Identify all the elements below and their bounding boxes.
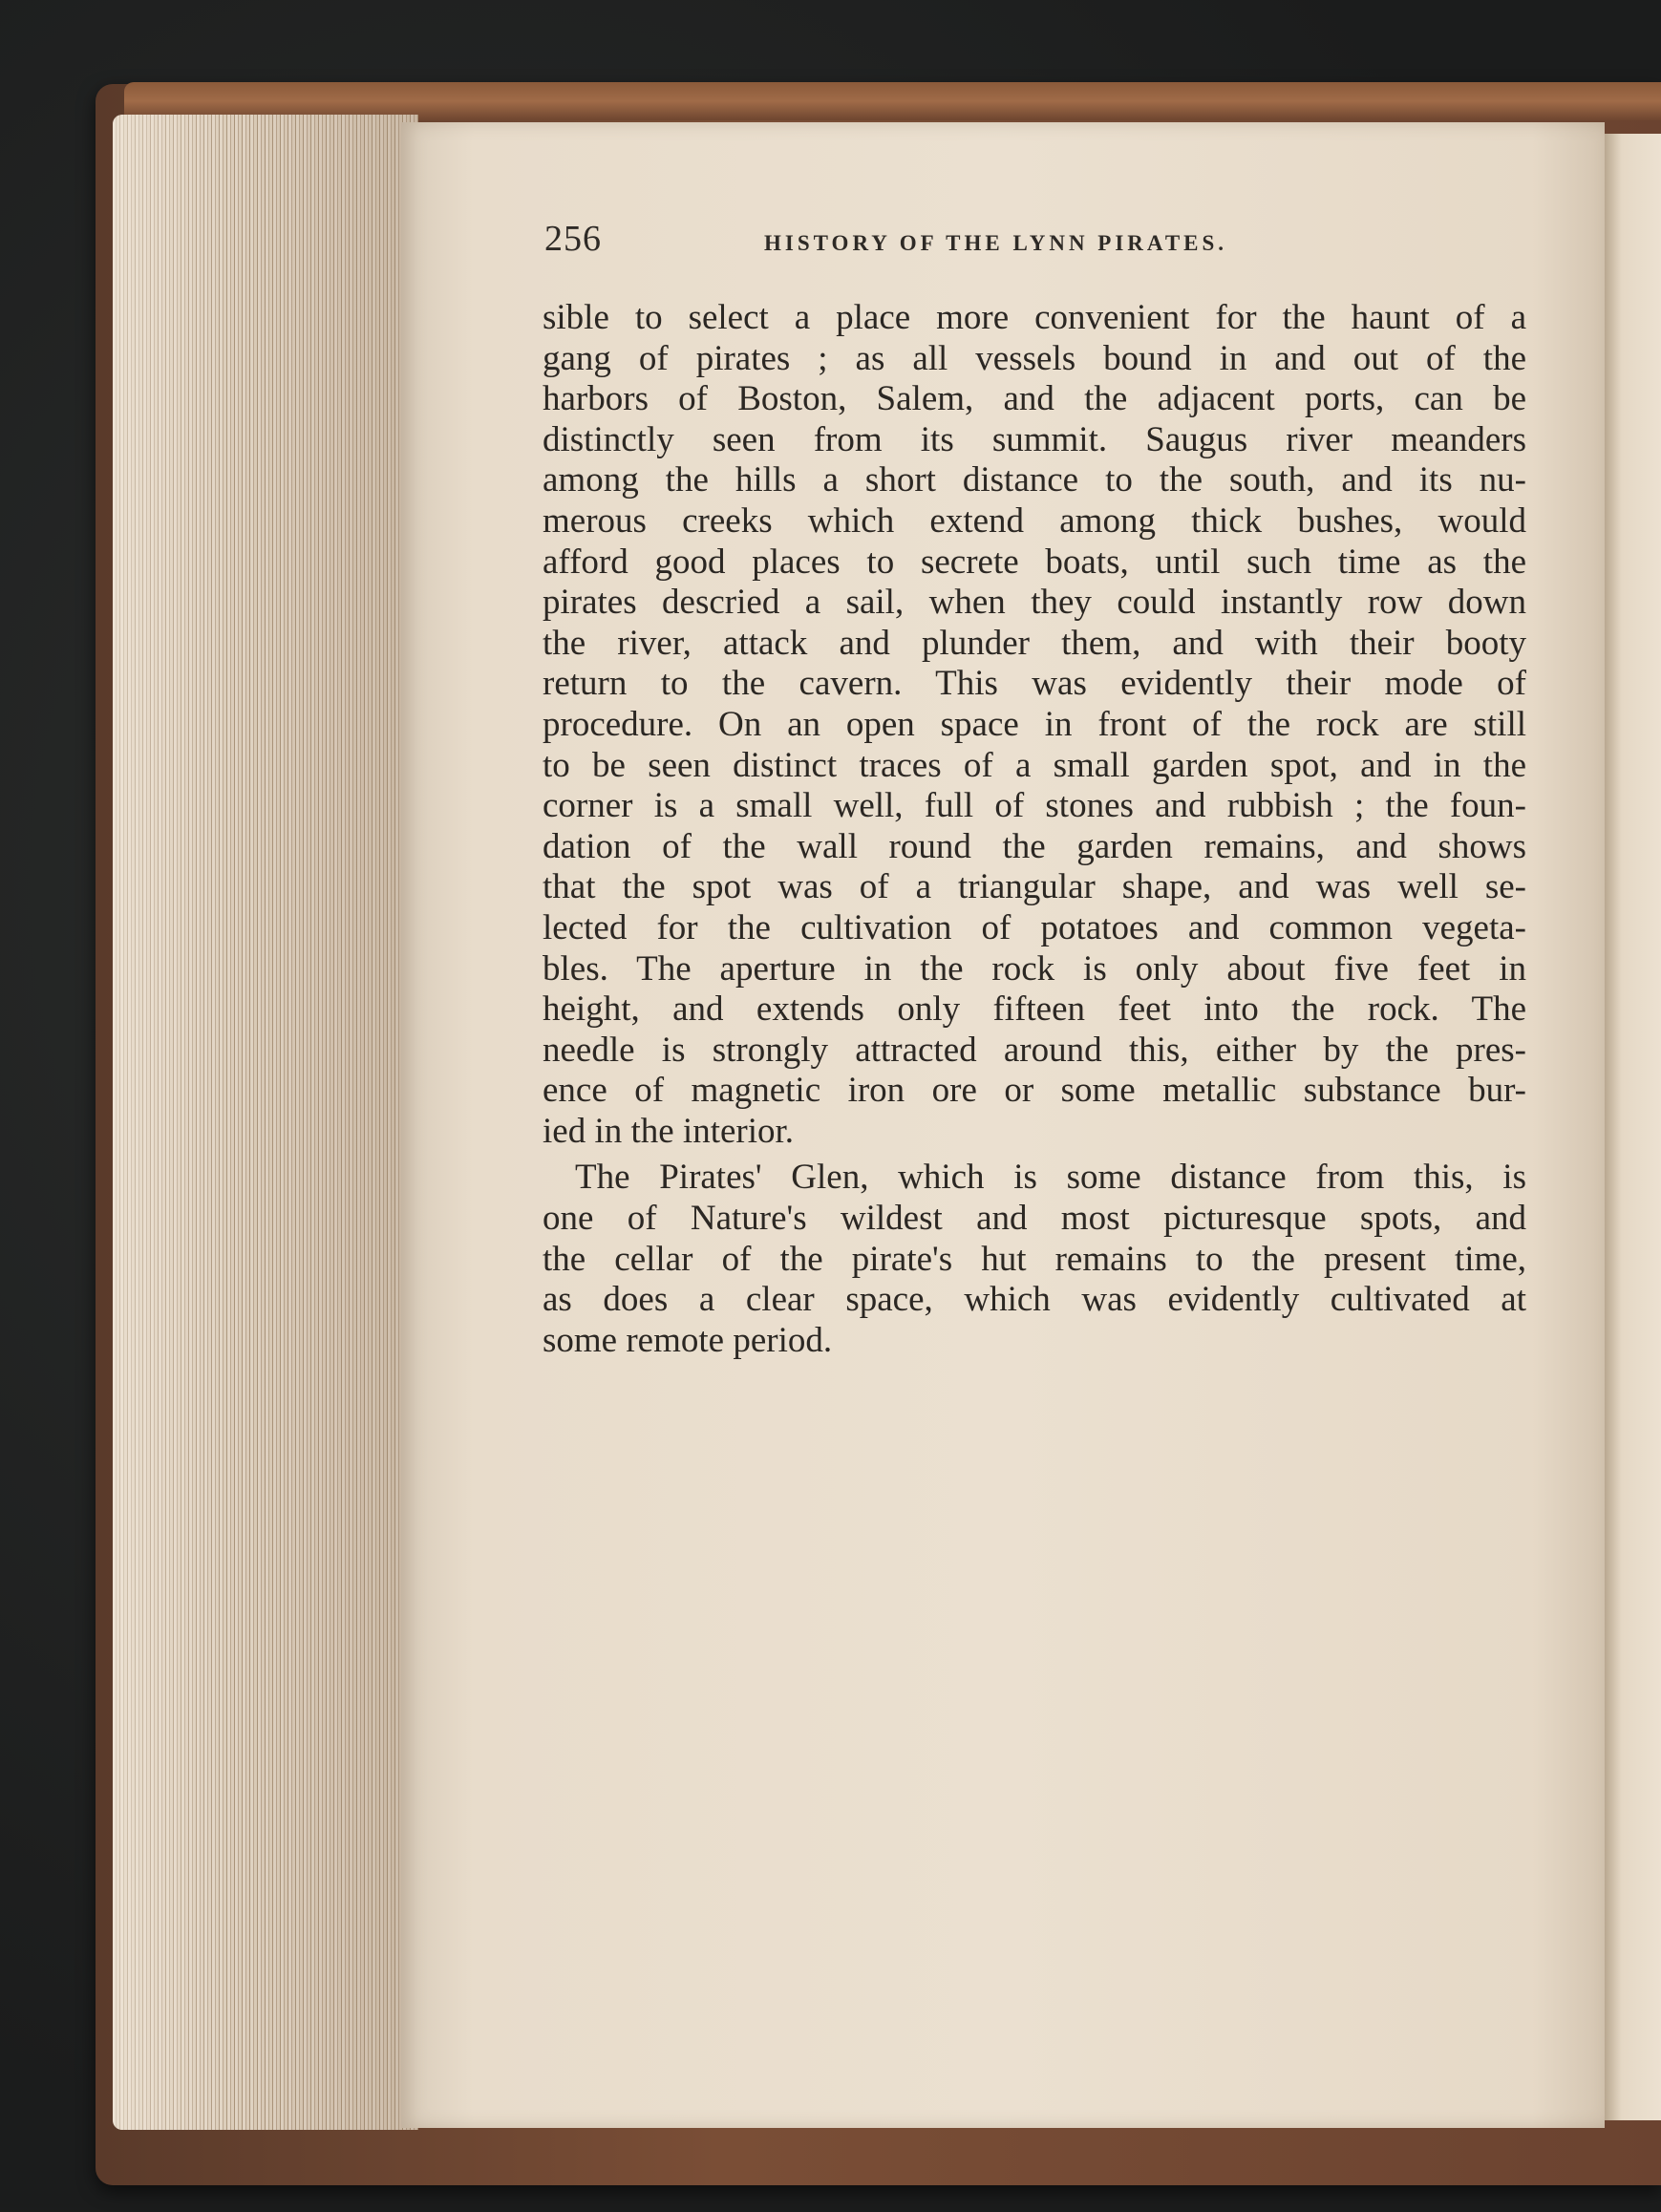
text-line: the river, attack and plunder them, and with their booty [543,623,1526,663]
text-line: merous creeks which extend among thick bushes, would [543,500,1526,541]
text-line: bles. The aperture in the rock is only about five feet in [543,948,1526,989]
text-line: harbors of Boston, Salem, and the adjacent ports, can be [543,379,1526,419]
text-line: ence of magnetic iron ore or some metallic substance bur- [543,1071,1526,1111]
text-line: as does a clear space, which was evidently cultivated at [543,1280,1526,1320]
text-line: one of Nature's wildest and most picturesque spots, and [543,1199,1526,1239]
running-head [544,218,1519,266]
text-line: sible to select a place more convenient for the haunt of a [543,298,1526,337]
text-line: pirates descried a sail, when they could instantly row down [543,583,1526,623]
text-line: corner is a small well, full of stones and rubbish ; the foun- [543,786,1526,826]
text-line: dation of the wall round the garden remains, and shows [543,826,1526,866]
text-line: to be seen distinct traces of a small garden spot, and in the [543,745,1526,785]
text-line: lected for the cultivation of potatoes and common vegeta- [543,907,1526,947]
text-line: needle is strongly attracted around this, either by the pres- [543,1030,1526,1070]
text-line: afford good places to secrete boats, until such time as the [543,542,1526,582]
text-line: gang of pirates ; as all vessels bound in and out of the [543,338,1526,378]
text-line: ied in the interior. [543,1111,795,1151]
page-number: 256 [544,219,602,259]
text-line: distinctly seen from its summit. Saugus river meanders [543,419,1526,459]
text-line: The Pirates' Glen, which is some distance from this, is [575,1158,1526,1198]
next-page-edge [1605,134,1661,2120]
body-text [543,298,1526,1361]
text-line: that the spot was of a triangular shape, and was well se- [543,867,1526,907]
running-title: HISTORY OF THE LYNN PIRATES. [764,231,1228,255]
text-line: some remote period. [543,1320,833,1360]
text-line: among the hills a short distance to the south, and its nu- [543,460,1526,500]
paragraph-1 [543,298,1526,1152]
text-line: return to the cavern. This was evidently their mode of [543,664,1526,704]
page-edges-shade [113,115,418,2130]
text-line: height, and extends only fifteen feet into the rock. The [543,989,1526,1030]
paragraph-2 [543,1158,1526,1361]
text-line: procedure. On an open space in front of the rock are still [543,704,1526,744]
text-line: the cellar of the pirate's hut remains to the present time, [543,1239,1526,1279]
